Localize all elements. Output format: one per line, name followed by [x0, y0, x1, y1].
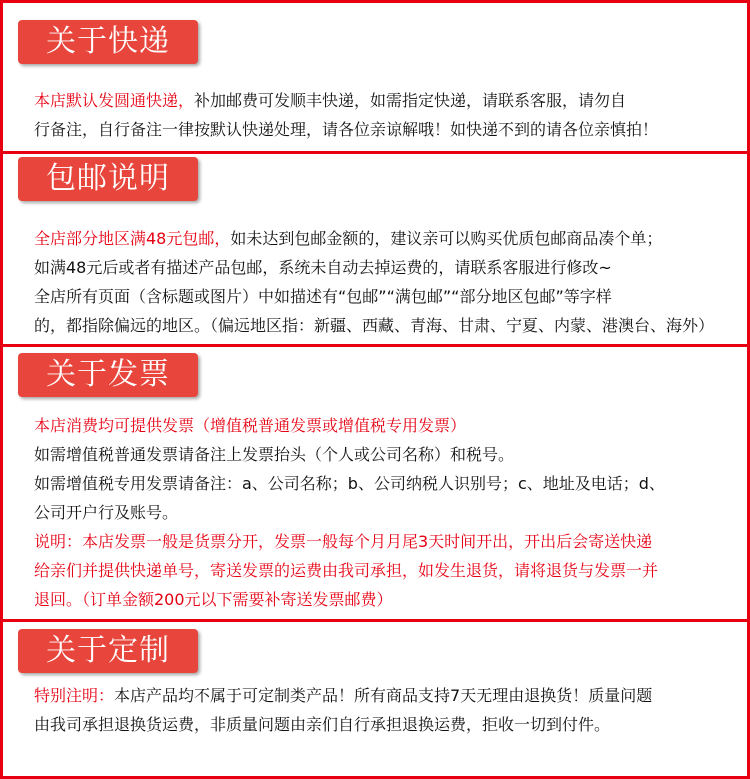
text-line: 本店消费均可提供发票（增值税普通发票或增值税专用发票）	[34, 416, 467, 435]
text-line: 公司开户行及账号。	[34, 503, 179, 522]
text-line: 特别注明：本店产品均不属于可定制类产品！所有商品支持7天无理由退换货！质量问题	[34, 686, 653, 705]
section-title-customization: 关于定制	[18, 629, 198, 673]
text-line: 全店所有页面（含标题或图片）中如描述有“包邮”“满包邮”“部分地区包邮”等字样	[34, 287, 612, 306]
text-line: 行备注，自行备注一律按默认快递处理，请各位亲谅解哦！如快递不到的请各位亲慎拍！	[34, 120, 659, 139]
customization-paragraph	[34, 681, 734, 739]
section-title-invoice: 关于发票	[18, 353, 198, 397]
shipping-paragraph	[34, 224, 734, 340]
section-title-free-shipping: 包邮说明	[18, 157, 198, 201]
section-divider	[0, 619, 750, 622]
text-line: 如需增值税普通发票请备注上发票抬头（个人或公司名称）和税号。	[34, 445, 515, 464]
text-line: 如需增值税专用发票请备注：a、公司名称；b、公司纳税人识别号；c、地址及电话；d、	[34, 474, 665, 493]
text-line: 退回。（订单金额200元以下需要补寄送发票邮费）	[34, 590, 393, 609]
section-divider	[0, 344, 750, 347]
text-line: 说明：本店发票一般是货票分开，发票一般每个月月尾3天时间开出，开出后会寄送快递	[34, 532, 653, 551]
invoice-paragraph	[34, 411, 734, 614]
section-title-express: 关于快递	[18, 20, 198, 64]
section-divider	[0, 151, 750, 154]
text-line: 由我司承担退换货运费，非质量问题由亲们自行承担退换运费，拒收一切到付件。	[34, 715, 611, 734]
text-line: 给亲们并提供快递单号，寄送发票的运费由我司承担，如发生退货，请将退货与发票一并	[34, 561, 659, 580]
text-line: 如满48元后或者有描述产品包邮，系统未自动去掉运费的，请联系客服进行修改~	[34, 258, 612, 277]
express-paragraph	[34, 86, 734, 144]
text-line: 的，都指除偏远的地区。（偏远地区指：新疆、西藏、青海、甘肃、宁夏、内蒙、港澳台、海外）	[34, 316, 715, 335]
text-line: 本店默认发圆通快递，补加邮费可发顺丰快递，如需指定快递，请联系客服，请勿自	[34, 91, 627, 110]
text-line: 全店部分地区满48元包邮，如未达到包邮金额的，建议亲可以购买优质包邮商品凑个单；	[34, 229, 663, 248]
